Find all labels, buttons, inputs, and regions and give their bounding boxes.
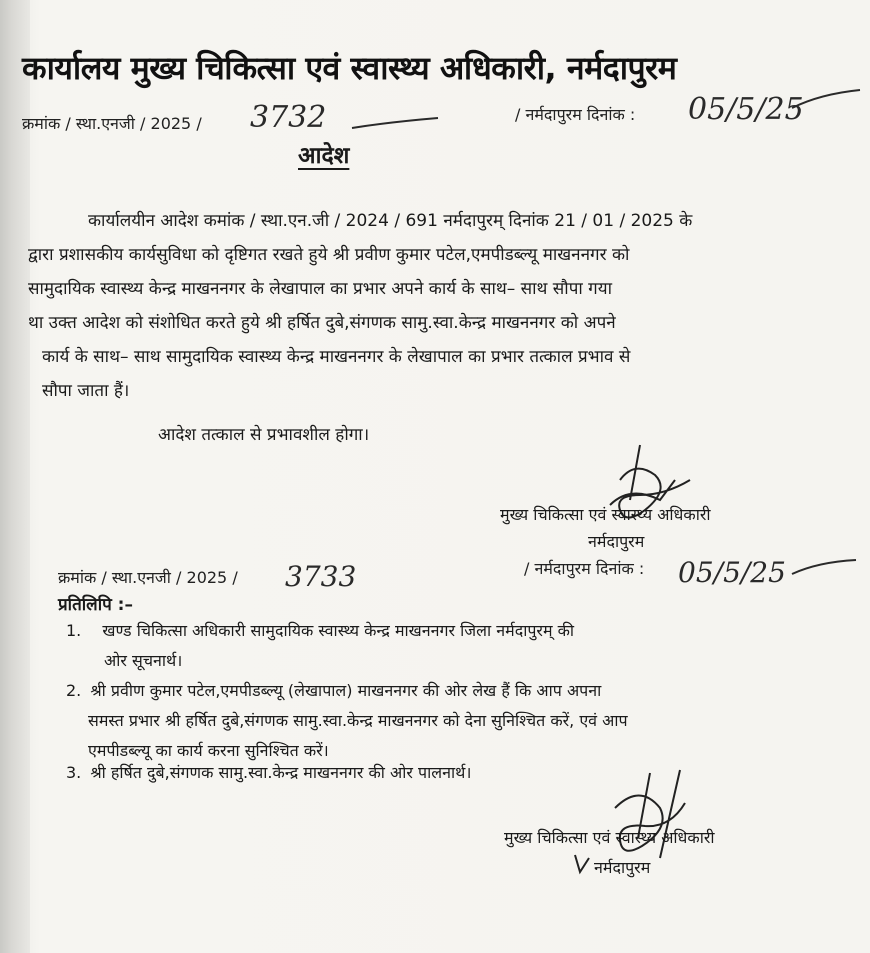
- cc-ref-number-handwritten: 3733: [285, 560, 357, 593]
- cc-item-number: 2.: [66, 681, 82, 700]
- cc-item-line: श्री प्रवीण कुमार पटेल,एमपीडब्ल्यू (लेखापाल) माखननगर की ओर लेख हैं कि आप अपना: [90, 681, 602, 700]
- cc-item-1: [66, 616, 574, 676]
- signature-designation: मुख्य चिकित्सा एवं स्वास्थ्य अधिकारी: [504, 828, 715, 847]
- cc-label: प्रतिलिपि :–: [58, 595, 133, 615]
- cc-date-flourish-stroke: [790, 556, 860, 580]
- cc-item-line: ओर सूचनार्थ।: [104, 651, 183, 670]
- order-line: कार्य के साथ– साथ सामुदायिक स्वास्थ्य केन्द्र माखननगर के लेखापाल का प्रभार तत्काल प्रभाव से: [42, 347, 631, 367]
- signature-designation: मुख्य चिकित्सा एवं स्वास्थ्य अधिकारी: [500, 505, 711, 524]
- cc-item-line: एमपीडब्ल्यू का कार्य करना सुनिश्चित करें।: [88, 741, 329, 760]
- signature-place: नर्मदापुरम: [594, 858, 651, 877]
- cc-item-2: [66, 676, 628, 766]
- cc-item-line: खण्ड चिकित्सा अधिकारी सामुदायिक स्वास्थ्य केन्द्र माखननगर जिला नर्मदापुरम् की: [102, 621, 575, 640]
- order-line: सामुदायिक स्वास्थ्य केन्द्र माखननगर के लेखापाल का प्रभार अपने कार्य के साथ– साथ सौपा गया: [28, 279, 613, 299]
- order-line: द्वारा प्रशासकीय कार्यसुविधा को दृष्टिगत रखते हुये श्री प्रवीण कुमार पटेल,एमपीडब्ल्यू माखननगर को: [28, 245, 630, 265]
- ref-number-handwritten: 3732: [250, 100, 327, 135]
- initial-tick-mark: [572, 852, 592, 876]
- order-line: सौपा जाता हैं।: [42, 381, 130, 401]
- ref-label: क्रमांक / स्था.एनजी / 2025 /: [22, 114, 202, 133]
- cc-item-line: श्री हर्षित दुबे,संगणक सामु.स्वा.केन्द्र माखननगर की ओर पालनार्थ।: [90, 763, 472, 782]
- order-line: था उक्त आदेश को संशोधित करते हुये श्री हर्षित दुबे,संगणक सामु.स्वा.केन्द्र माखननगर को अपने: [28, 313, 616, 333]
- ref-underline-stroke: [350, 108, 450, 138]
- cc-date-handwritten: 05/5/25: [678, 556, 786, 589]
- order-heading: आदेश: [298, 143, 350, 169]
- effect-note: आदेश तत्काल से प्रभावशील होगा।: [158, 425, 370, 445]
- cc-item-number: 3.: [66, 763, 82, 782]
- cc-item-number: 1.: [66, 621, 82, 640]
- cc-item-line: समस्त प्रभार श्री हर्षित दुबे,संगणक सामु.स्वा.केन्द्र माखननगर को देना सुनिश्चित करें, एवं आप: [88, 711, 628, 730]
- order-line: कार्यालयीन आदेश कमांक / स्था.एन.जी / 2024 / 691 नर्मदापुरम् दिनांक 21 / 01 / 2025 के: [88, 211, 693, 231]
- cc-ref-label: क्रमांक / स्था.एनजी / 2025 /: [58, 568, 238, 587]
- signature-scribble: [600, 440, 700, 540]
- page-fold-shadow: [0, 0, 30, 953]
- date-flourish-stroke: [790, 86, 865, 116]
- order-paragraph: [28, 204, 776, 408]
- date-label: / नर्मदापुरम दिनांक :: [515, 105, 636, 124]
- office-title: कार्यालय मुख्य चिकित्सा एवं स्वास्थ्य अधिकारी, नर्मदापुरम: [22, 49, 677, 87]
- cc-date-label: / नर्मदापुरम दिनांक :: [524, 559, 645, 578]
- cc-item-3: [66, 758, 471, 788]
- date-handwritten: 05/5/25: [688, 92, 804, 127]
- signature-place: नर्मदापुरम: [588, 532, 645, 551]
